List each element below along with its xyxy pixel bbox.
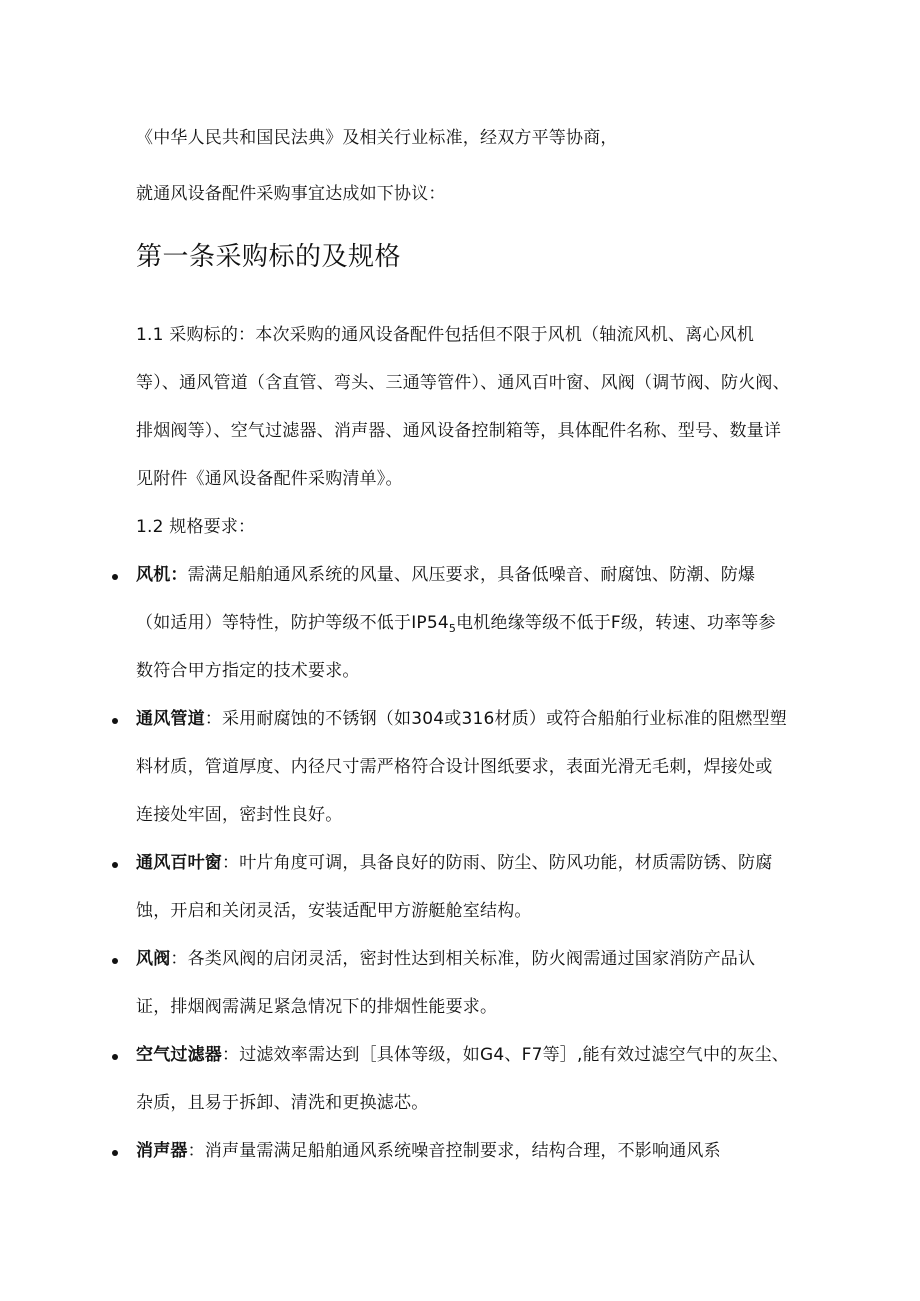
section-1-1-line-3: 排烟阀等）、空气过滤器、消声器、通风设备控制箱等，具体配件名称、型号、数量详 <box>136 421 782 441</box>
section-1-1-line-1: 1.1 采购标的：本次采购的通风设备配件包括但不限于风机（轴流风机、离心风机 <box>136 325 755 345</box>
filter-term: 空气过滤器 <box>136 1045 222 1065</box>
bullet-icon <box>112 574 118 580</box>
filter-line-2: 杂质，且易于拆卸、清洗和更换滤芯。 <box>136 1093 429 1113</box>
louver-term: 通风百叶窗 <box>136 853 222 873</box>
silencer-text-1: ：消声量需满足船舶通风系统噪音控制要求，结构合理，不影响通风系 <box>187 1141 721 1161</box>
louver-text-1: ：叶片角度可调，具备良好的防雨、防尘、防风功能，材质需防锈、防腐 <box>222 853 773 873</box>
bullet-icon <box>112 718 118 724</box>
bullet-icon <box>112 1150 118 1156</box>
bullet-icon <box>112 862 118 868</box>
bullet-icon <box>112 1054 118 1060</box>
intro-line-1: 《中华人民共和国民法典》及相关行业标准，经双方平等协商， <box>136 128 618 148</box>
bullet-icon <box>112 958 118 964</box>
section-1-2-label: 1.2 规格要求： <box>136 517 256 537</box>
louver-line-1 <box>136 852 772 874</box>
duct-term: 通风管道 <box>136 709 205 729</box>
duct-text-1: ：采用耐腐蚀的不锈钢（如304或316材质）或符合船舶行业标准的阻燃型塑 <box>204 709 787 729</box>
damper-term: 风阀 <box>136 949 171 969</box>
fan-text-1: 需满足船舶通风系统的风量、风压要求，具备低噪音、耐腐蚀、防潮、防爆 <box>187 565 756 585</box>
fan-term: 风机： <box>136 565 188 585</box>
damper-text-1: ：各类风阀的启闭灵活，密封性达到相关标准，防火阀需通过国家消防产品认 <box>170 949 756 969</box>
article-1-title: 第一条采购标的及规格 <box>136 242 402 272</box>
silencer-line-1 <box>136 1140 721 1162</box>
fan-line-3: 数符合甲方指定的技术要求。 <box>136 661 360 681</box>
fan-subscript: 5 <box>448 622 457 635</box>
damper-line-2: 证，排烟阀需满足紧急情况下的排烟性能要求。 <box>136 997 498 1017</box>
damper-line-1 <box>136 948 755 970</box>
fan-line-1 <box>136 564 755 586</box>
louver-line-2: 蚀，开启和关闭灵活，安装适配甲方游艇舱室结构。 <box>136 901 532 921</box>
duct-line-3: 连接处牢固，密封性良好。 <box>136 805 343 825</box>
fan-line-2 <box>136 612 776 640</box>
duct-line-1 <box>136 708 787 730</box>
duct-line-2: 料材质，管道厚度、内径尺寸需严格符合设计图纸要求，表面光滑无毛刺，焊接处或 <box>136 757 773 777</box>
section-1-1-line-2: 等）、通风管道（含直管、弯头、三通等管件）、通风百叶窗、风阀（调节阀、防火阀、 <box>136 373 790 393</box>
silencer-term: 消声器 <box>136 1141 188 1161</box>
fan-text-2a: （如适用）等特性，防护等级不低于IP54 <box>136 613 449 633</box>
filter-text-1: ：过滤效率需达到［具体等级，如G4、F7等］,能有效过滤空气中的灰尘、 <box>222 1045 789 1065</box>
section-1-1-line-4: 见附件《通风设备配件采购清单》。 <box>136 469 403 489</box>
intro-line-2: 就通风设备配件采购事宜达成如下协议： <box>136 184 446 204</box>
fan-text-2b: 电机绝缘等级不低于F级，转速、功率等参 <box>456 613 776 633</box>
filter-line-1 <box>136 1044 789 1066</box>
